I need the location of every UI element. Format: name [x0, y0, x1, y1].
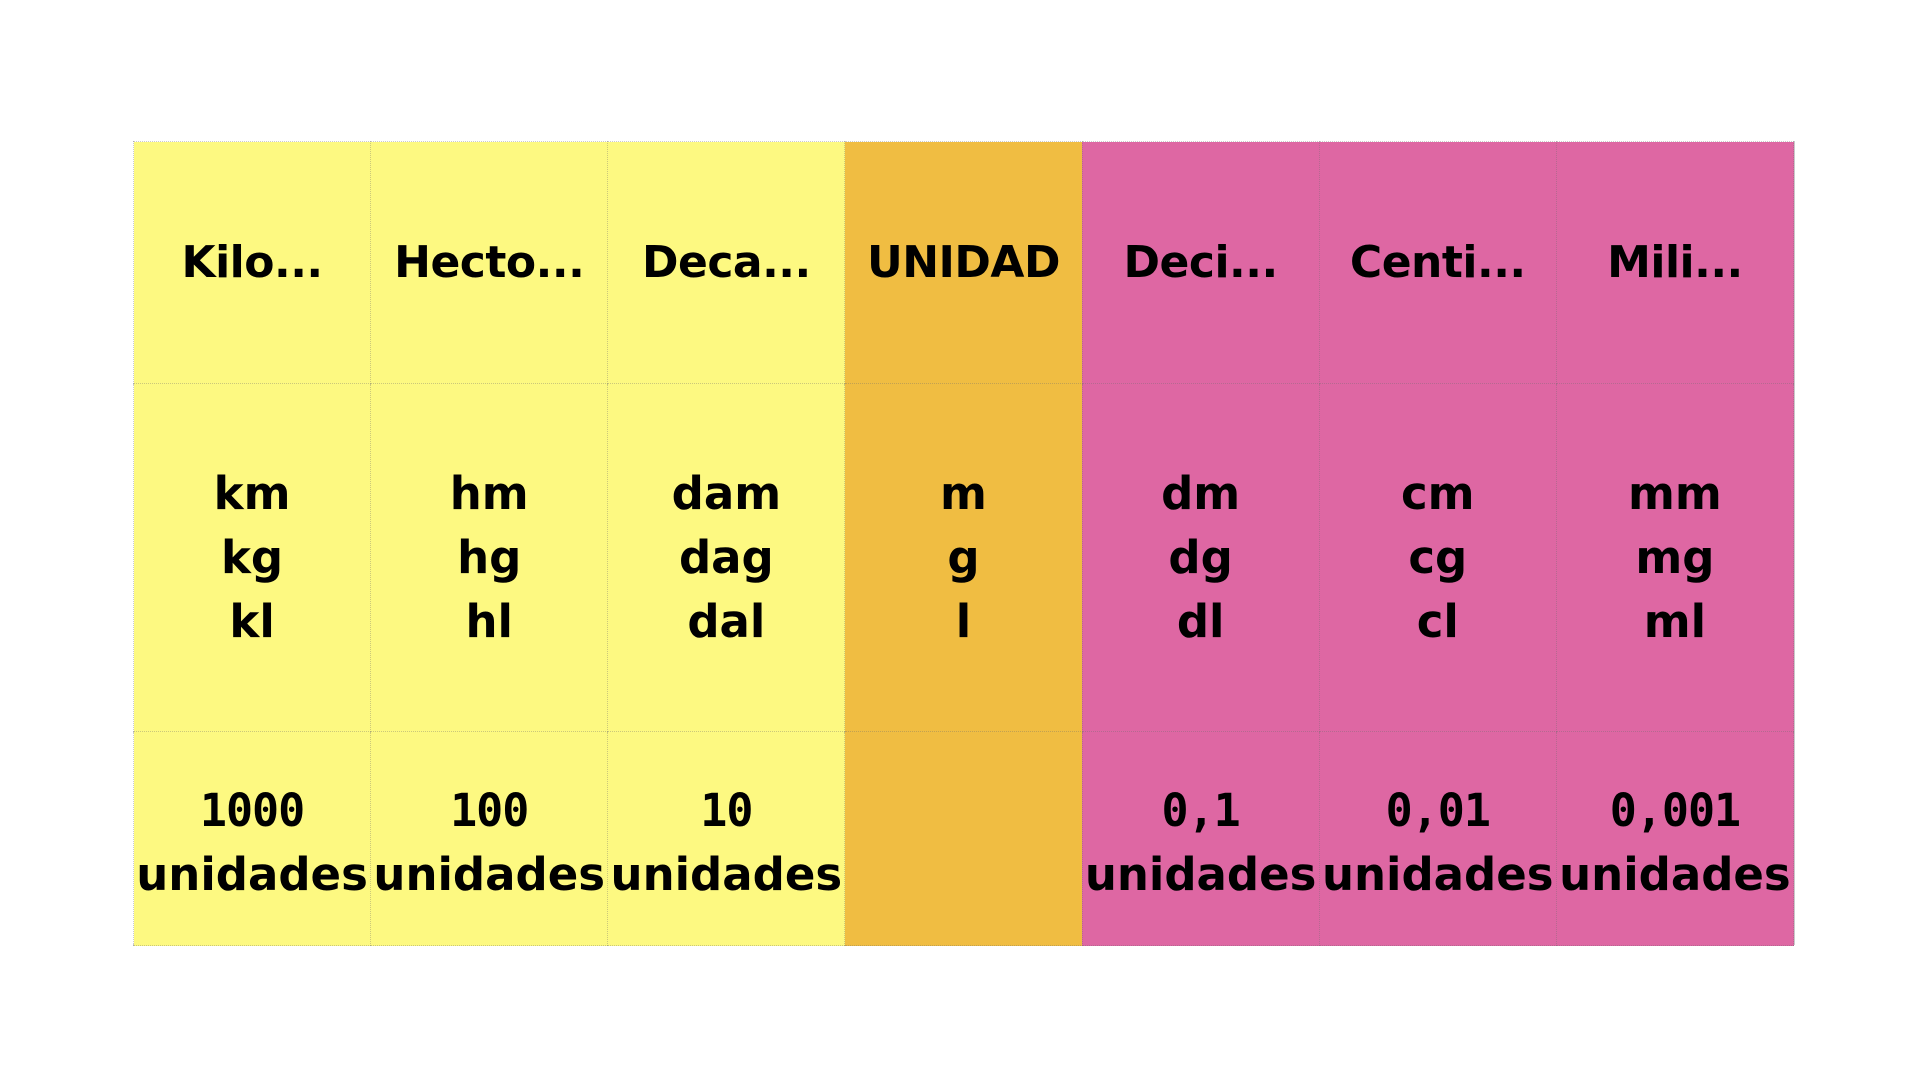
- unit-mass: kg: [221, 530, 284, 584]
- value-cell-deca: [608, 732, 845, 946]
- units-cell-hecto: [371, 384, 608, 732]
- prefix-row: [134, 142, 1794, 384]
- value-label: unidades: [1321, 847, 1554, 901]
- units-cell-deci: [1082, 384, 1319, 732]
- value-cell-centi: [1319, 732, 1556, 946]
- value-cell-mili: [1556, 732, 1793, 946]
- value-label: unidades: [136, 847, 368, 901]
- metric-units-table: [133, 141, 1795, 945]
- prefix-cell-hecto: Hecto...: [371, 142, 608, 384]
- value-label: unidades: [373, 847, 605, 901]
- value-number: 100: [450, 783, 529, 837]
- unit-length: m: [940, 466, 987, 520]
- unit-length: hm: [449, 466, 529, 520]
- unit-length: cm: [1400, 466, 1475, 520]
- value-row: [134, 732, 1794, 946]
- units-cell-centi: [1319, 384, 1556, 732]
- value-cell-unidad: [845, 732, 1082, 946]
- unit-volume: dal: [687, 594, 766, 648]
- unit-length: dm: [1161, 466, 1241, 520]
- unit-mass: dg: [1168, 530, 1233, 584]
- units-cell-deca: [608, 384, 845, 732]
- value-number: [845, 835, 1081, 843]
- prefix-cell-deca: Deca...: [608, 142, 845, 384]
- metric-units-grid: [133, 141, 1794, 946]
- value-number: 10: [700, 783, 753, 837]
- prefix-cell-unidad: UNIDAD: [845, 142, 1082, 384]
- unit-mass: g: [947, 530, 980, 584]
- prefix-cell-kilo: Kilo...: [134, 142, 371, 384]
- value-label: unidades: [1559, 847, 1791, 901]
- value-label: unidades: [1084, 847, 1317, 901]
- unit-volume: kl: [229, 594, 275, 648]
- value-cell-deci: [1082, 732, 1319, 946]
- value-number: 0,1: [1161, 783, 1240, 837]
- value-number: 0,01: [1385, 783, 1490, 837]
- units-cell-mili: [1556, 384, 1793, 732]
- prefix-cell-centi: Centi...: [1319, 142, 1556, 384]
- unit-volume: dl: [1176, 594, 1225, 648]
- unit-length: dam: [671, 466, 782, 520]
- unit-mass: hg: [457, 530, 522, 584]
- units-cell-kilo: [134, 384, 371, 732]
- value-number: 0,001: [1609, 783, 1741, 837]
- unit-volume: hl: [465, 594, 513, 648]
- value-cell-hecto: [371, 732, 608, 946]
- prefix-cell-deci: Deci...: [1082, 142, 1319, 384]
- prefix-cell-mili: Mili...: [1556, 142, 1793, 384]
- unit-length: mm: [1628, 466, 1722, 520]
- unit-mass: cg: [1408, 530, 1468, 584]
- unit-volume: ml: [1643, 594, 1707, 648]
- unit-mass: dag: [678, 530, 774, 584]
- units-cell-unidad: [845, 384, 1082, 732]
- value-label: unidades: [610, 847, 843, 901]
- units-row: [134, 384, 1794, 732]
- unit-mass: mg: [1635, 530, 1715, 584]
- value-number: 1000: [199, 783, 305, 837]
- unit-volume: l: [955, 594, 972, 648]
- value-cell-kilo: [134, 732, 371, 946]
- unit-length: km: [213, 466, 291, 520]
- unit-volume: cl: [1416, 594, 1459, 648]
